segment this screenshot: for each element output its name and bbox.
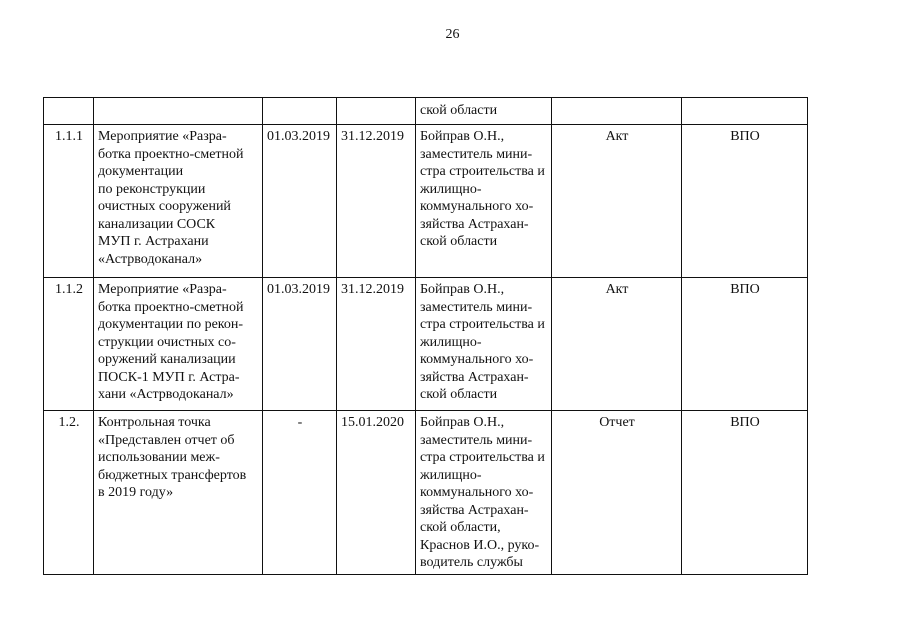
description-line: документации xyxy=(98,164,184,179)
cell-num: 1.1.1 xyxy=(44,125,94,278)
description-line: документации по рекон- xyxy=(98,317,244,332)
responsible-line: заместитель мини- xyxy=(420,146,533,162)
cell-control: ВПО xyxy=(682,125,808,278)
responsible-line: Бойправ О.Н., xyxy=(420,282,505,297)
description-line: бюджетных трансфертов xyxy=(98,467,247,483)
cell-start-date: - xyxy=(263,411,337,575)
responsible-line: зяйства Астрахан- xyxy=(420,369,529,385)
cell-description xyxy=(94,98,263,125)
description-line: ботка проектно-сметной xyxy=(98,146,244,162)
description-line: Мероприятие «Разра- xyxy=(98,129,227,144)
description-line: очистных сооружений xyxy=(98,199,231,214)
cell-control: ВПО xyxy=(682,278,808,411)
cell-description xyxy=(94,278,263,411)
responsible-line: коммунального хо- xyxy=(420,199,534,214)
responsible-line: коммунального хо- xyxy=(420,352,534,367)
description-line: ботка проектно-сметной xyxy=(98,299,244,315)
table-row xyxy=(44,278,808,411)
description-line: хани «Астрводоканал» xyxy=(98,387,234,402)
table-row-continuation xyxy=(44,98,808,125)
description-line: «Представлен отчет об xyxy=(98,432,235,448)
responsible-line: ской области xyxy=(420,103,498,118)
description-line: Мероприятие «Разра- xyxy=(98,282,227,297)
cell-control: ВПО xyxy=(682,411,808,575)
responsible-line: водитель службы xyxy=(420,555,523,570)
responsible-line: Бойправ О.Н., xyxy=(420,129,505,144)
responsible-line: коммунального хо- xyxy=(420,485,534,500)
responsible-line: стра строительства и xyxy=(420,450,545,465)
cell-end-date: 15.01.2020 xyxy=(337,411,416,575)
cell-end-date: 31.12.2019 xyxy=(337,278,416,411)
table-row xyxy=(44,411,808,575)
responsible-line: жилищно- xyxy=(420,181,482,197)
responsible-line: заместитель мини- xyxy=(420,299,533,315)
cell-start-date xyxy=(263,98,337,125)
responsible-line: жилищно- xyxy=(420,334,482,350)
cell-end-date: 31.12.2019 xyxy=(337,125,416,278)
description-line: струкции очистных со- xyxy=(98,334,236,350)
responsible-line: ской области xyxy=(420,387,498,402)
description-line: канализации СОСК xyxy=(98,216,216,232)
cell-description xyxy=(94,411,263,575)
description-line: Контрольная точка xyxy=(98,415,211,430)
cell-responsible xyxy=(416,411,552,575)
cell-num: 1.1.2 xyxy=(44,278,94,411)
responsible-line: заместитель мини- xyxy=(420,432,533,448)
cell-end-date xyxy=(337,98,416,125)
responsible-line: Бойправ О.Н., xyxy=(420,415,505,430)
responsible-line: Краснов И.О., руко- xyxy=(420,537,540,553)
description-line: в 2019 году» xyxy=(98,485,174,500)
description-line: «Астрводоканал» xyxy=(98,251,203,267)
cell-result: Отчет xyxy=(552,411,682,575)
cell-result: Акт xyxy=(552,125,682,278)
description-line: использовании меж- xyxy=(98,450,220,465)
cell-description xyxy=(94,125,263,278)
description-line: по реконструкции xyxy=(98,181,206,197)
description-line: МУП г. Астрахани xyxy=(98,234,209,249)
description-line: ПОСК-1 МУП г. Астра- xyxy=(98,369,240,385)
cell-responsible xyxy=(416,125,552,278)
cell-num xyxy=(44,98,94,125)
cell-responsible xyxy=(416,98,552,125)
page-number: 26 xyxy=(445,27,460,42)
responsible-line: зяйства Астрахан- xyxy=(420,502,529,518)
cell-num: 1.2. xyxy=(44,411,94,575)
cell-responsible xyxy=(416,278,552,411)
responsible-line: стра строительства и xyxy=(420,164,545,179)
plan-table xyxy=(43,97,808,575)
cell-result xyxy=(552,98,682,125)
responsible-line: жилищно- xyxy=(420,467,482,483)
cell-control xyxy=(682,98,808,125)
cell-start-date: 01.03.2019 xyxy=(263,125,337,278)
table-row xyxy=(44,125,808,278)
cell-start-date: 01.03.2019 xyxy=(263,278,337,411)
responsible-line: ской области, xyxy=(420,520,501,535)
responsible-line: зяйства Астрахан- xyxy=(420,216,529,232)
responsible-line: ской области xyxy=(420,234,498,249)
description-line: оружений канализации xyxy=(98,352,236,367)
responsible-line: стра строительства и xyxy=(420,317,545,332)
cell-result: Акт xyxy=(552,278,682,411)
